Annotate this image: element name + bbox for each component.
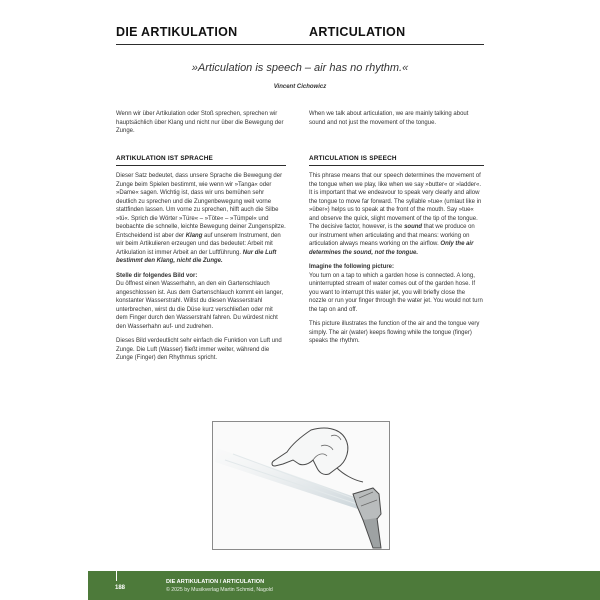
hand-hose-water-illustration: [212, 421, 390, 550]
page-title-de: DIE ARTIKULATION: [116, 25, 238, 39]
section-divider-de: [116, 165, 286, 166]
intro-en: When we talk about articulation, we are mainly talking about sound and not just the movement of the tongue.: [309, 111, 469, 126]
body-text-de: [116, 172, 286, 363]
gloved-hand: [272, 428, 348, 474]
footer-section-title: DIE ARTIKULATION / ARTICULATION: [166, 579, 265, 585]
section-heading-en: ARTICULATION IS SPEECH: [309, 155, 397, 162]
footer-divider: [116, 571, 117, 581]
page-number: 188: [115, 585, 126, 591]
page-title-en: ARTICULATION: [309, 25, 406, 39]
section-en: [309, 155, 484, 352]
paragraph-2-de: Stelle dir folgendes Bild vor: Du öffnest einen Wasserhahn, an den ein Gartenschlauch angeschlossen ist. Aus dem Gartenschlauch kommt ein langer, konstanter Wasserstrahl. Willst du diesen Wasserstrahl unterbrechen, wirst du die Düse kurz verschließen oder mit dem Finger durch den Wasserstrahl fahren. Du würdest nicht den Wasserhahn auf- und zudrehen.: [116, 272, 284, 330]
body-text-en: [309, 172, 484, 346]
header-divider: [116, 44, 484, 45]
quote-text: »Articulation is speech – air has no rhythm.«: [191, 62, 409, 74]
hand-hose-water-icon: [213, 422, 389, 549]
paragraph-2-en: Imagine the following picture: You turn on a tap to which a garden hose is connected. A long, uninterrupted stream of water comes out of the garden hose. If you want to interrupt this water jet, you will briefly close the nozzle or run your finger through the water jet. You would not turn the tap on and off.: [309, 264, 483, 313]
intro-de: Wenn wir über Artikulation oder Stoß sprechen, sprechen wir hauptsächlich über Klang und nicht nur über die Bewegung der Zunge.: [116, 111, 284, 134]
quote-author: Vincent Cichowicz: [273, 84, 327, 90]
paragraph-1-de: Dieser Satz bedeutet, dass unsere Sprache die Bewegung der Zunge beim Spielen bestimmt, wie wenn wir »Tanga« oder »Dame« sagen. Wichtig ist, dass wir uns bemühen sehr deutlich zu sprechen und die Zungenbewegung weit vorne stattfinden lassen. Um vorne zu sprechen, hilft auch die Silbe »tü«. Sprich die Wörter »Türe« – »Töte« – »Tümpel« und beobachte die schnelle, leichte Bewegung deiner Zungenspitze. Entscheidend ist aber der Klang auf unserem Instrument, den wir beim Artikulieren erzeugen und das bedeutet: Arbeit mit Artikulation ist immer Arbeit an der Luftführung. Nur die Luft bestimmt den Klang, nicht die Zunge.: [116, 173, 286, 264]
section-divider-en: [309, 165, 484, 166]
paragraph-1-en: This phrase means that our speech determines the movement of the tongue when we play, like when we say »butter« or »ladder«. It is important that we endeavour to speak very clearly and allow the tongue to move far forward. The syllable »tue« (umlaut like in »über«) helps us to speak at the front of the mouth. Say »tue« and observe the quick, slight movement of the tip of the tongue. The decisive factor, however, is the sound that we produce on our instrument when articulating and that means: working on articulation always means working on the airflow. Only the air determines the sound, not the tongue.: [309, 173, 482, 256]
page-footer: [88, 571, 600, 600]
footer-copyright: © 2025 by Musikverlag Martin Schmid, Nagold: [166, 587, 273, 593]
section-de: [116, 155, 286, 369]
paragraph-3-de: Dieses Bild verdeutlicht sehr einfach die Funktion von Luft und Zunge. Die Luft (Wasser) fließt immer weiter, während die Zunge (Finger) den Rhythmus spricht.: [116, 338, 282, 361]
section-heading-de: ARTIKULATION IST SPRACHE: [116, 155, 213, 162]
paragraph-3-en: This picture illustrates the function of the air and the tongue very simply. The air (water) keeps flowing while the tongue (finger) speaks the rhythm.: [309, 321, 480, 344]
